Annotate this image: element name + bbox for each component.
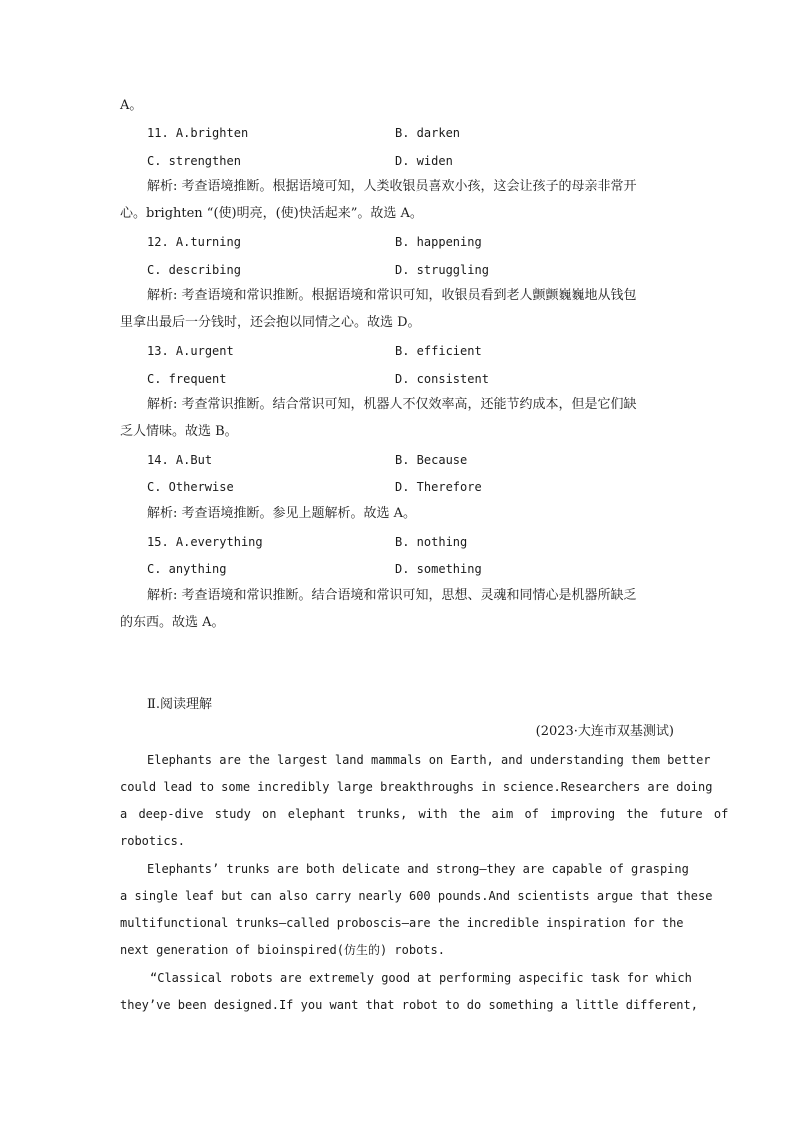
question-11-analysis-line-2: 心。brighten “(使)明亮，(使)快活起来”。故选 A。 [120, 206, 423, 221]
passage-line: could lead to some incredibly large breakthroughs in science.Researchers are doing [120, 780, 713, 794]
question-15-option-a: 15. A.everything [147, 535, 263, 549]
question-13-analysis-line-2: 乏人情味。故选 B。 [120, 424, 238, 439]
question-12-option-a: 12. A.turning [147, 235, 241, 249]
question-13-option-d: D. consistent [395, 372, 489, 386]
question-13-option-c: C. frequent [147, 372, 227, 386]
passage-line: a single leaf but can also carry nearly 600 pounds.And scientists argue that these [120, 889, 713, 903]
passage-line: next generation of bioinspired(仿生的) robots. [120, 943, 445, 957]
passage-line: multifunctional trunks—called proboscis—are the incredible inspiration for the [120, 916, 684, 930]
question-14-option-d: D. Therefore [395, 480, 482, 494]
passage-line: Elephants’ trunks are both delicate and strong—they are capable of grasping [147, 862, 689, 876]
question-13-option-b: B. efficient [395, 344, 482, 358]
question-14-option-c: C. Otherwise [147, 480, 234, 494]
question-11-option-a: 11. A.brighten [147, 126, 249, 140]
question-14-option-a: 14. A.But [147, 453, 213, 467]
question-12-option-b: B. happening [395, 235, 482, 249]
question-11-option-d: D. widen [395, 154, 453, 168]
answer-fragment: A。 [120, 98, 143, 113]
question-13-option-a: 13. A.urgent [147, 344, 234, 358]
question-15-option-d: D. something [395, 562, 482, 576]
question-15-option-b: B. nothing [395, 535, 468, 549]
question-15-analysis-line-1: 解析: 考查语境和常识推断。结合语境和常识可知，思想、灵魂和同情心是机器所缺乏 [147, 588, 637, 603]
source-note: (2023·大连市双基测试) [535, 724, 674, 739]
question-15-option-c: C. anything [147, 562, 227, 576]
question-11-option-b: B. darken [395, 126, 461, 140]
question-13-analysis-line-1: 解析: 考查常识推断。结合常识可知，机器人不仅效率高，还能节约成本，但是它们缺 [147, 397, 637, 412]
question-14-analysis-line-1: 解析: 考查语境推断。参见上题解析。故选 A。 [147, 506, 417, 521]
section-title: Ⅱ.阅读理解 [147, 697, 212, 712]
question-12-analysis-line-1: 解析: 考查语境和常识推断。根据语境和常识可知，收银员看到老人颤颤巍巍地从钱包 [147, 288, 637, 303]
passage-line: they’ve been designed.If you want that robot to do something a little different, [120, 998, 698, 1012]
question-11-option-c: C. strengthen [147, 154, 241, 168]
question-14-option-b: B. Because [395, 453, 468, 467]
passage-line: robotics. [120, 834, 186, 848]
question-15-analysis-line-2: 的东西。故选 A。 [120, 615, 225, 630]
passage-line: “Classical robots are extremely good at performing aspecific task for which [150, 971, 692, 985]
passage-line: Elephants are the largest land mammals on Earth, and understanding them better [147, 753, 711, 767]
question-12-analysis-line-2: 里拿出最后一分钱时，还会抱以同情之心。故选 D。 [120, 315, 421, 330]
question-12-option-d: D. struggling [395, 263, 489, 277]
question-11-analysis-line-1: 解析: 考查语境推断。根据语境可知，人类收银员喜欢小孩，这会让孩子的母亲非常开 [147, 179, 637, 194]
question-12-option-c: C. describing [147, 263, 241, 277]
passage-line: a deep-dive study on elephant trunks, with the aim of improving the future of [120, 807, 729, 821]
